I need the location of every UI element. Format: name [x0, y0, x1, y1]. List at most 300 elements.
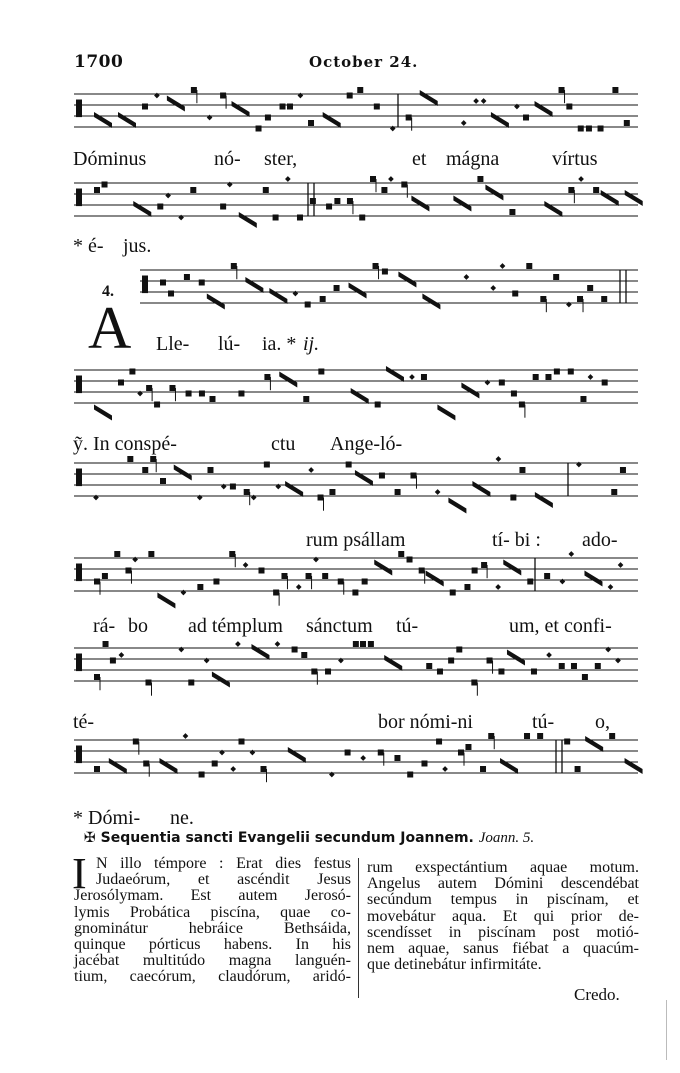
neume-punctum: [334, 198, 340, 204]
neume-punctum: [347, 93, 353, 99]
neume-rhombus: [296, 584, 302, 590]
neume-ligature: [212, 672, 230, 688]
clef-icon: [76, 189, 82, 207]
neume-ligature: [422, 294, 440, 310]
neume-punctum: [199, 772, 205, 778]
drop-cap-initial: A: [88, 295, 132, 361]
text-line: tium, caecórum, claudórum, aridó-: [74, 968, 351, 986]
neume-punctum: [568, 369, 574, 375]
neume-punctum: [190, 187, 196, 193]
neume-punctum: [347, 198, 353, 204]
neume-punctum: [477, 176, 483, 182]
neume-punctum: [481, 562, 487, 568]
neume-punctum: [325, 669, 331, 675]
clef-icon: [76, 746, 82, 764]
neume-ligature: [420, 90, 438, 106]
neume-ligature: [461, 383, 479, 399]
neume-punctum: [519, 467, 525, 473]
page-number: 1700: [74, 52, 124, 72]
neume-punctum: [118, 380, 124, 386]
neume-rhombus: [578, 176, 584, 182]
neume-ligature: [437, 405, 455, 421]
neume-ligature: [279, 372, 297, 388]
neume-ligature: [288, 747, 306, 763]
neume-punctum: [265, 115, 271, 121]
sequence-heading: [84, 830, 534, 847]
neume-punctum: [526, 263, 532, 269]
neume-punctum: [587, 285, 593, 291]
neume-rhombus: [235, 641, 241, 647]
neume-punctum: [229, 551, 235, 557]
neume-punctum: [220, 204, 226, 210]
neume-punctum: [191, 87, 197, 93]
neume-punctum: [213, 579, 219, 585]
neume-punctum: [94, 766, 100, 772]
neume-punctum: [94, 187, 100, 193]
neume-ligature: [133, 201, 151, 217]
lyric: bo: [128, 615, 148, 637]
neume-ligature: [535, 101, 553, 117]
neume-punctum: [318, 495, 324, 501]
column-divider: [358, 858, 359, 998]
neume-punctum: [209, 396, 215, 402]
neume-punctum: [601, 296, 607, 302]
text-line: scendísset in piscínam post motió-: [367, 923, 639, 941]
neume-punctum: [94, 579, 100, 585]
neume-rhombus: [473, 98, 479, 104]
neume-punctum: [512, 291, 518, 297]
text-line: nem aquae, sanus fiébat a quacúm-: [367, 940, 639, 958]
neume-punctum: [533, 374, 539, 380]
neume-punctum: [142, 467, 148, 473]
neume-rhombus: [308, 467, 314, 473]
neume-punctum: [110, 658, 116, 664]
text-line: movebátur aqua. Et qui prior de-: [367, 907, 639, 925]
neume-punctum: [303, 396, 309, 402]
neume-punctum: [421, 761, 427, 767]
text-line: N illo témpore : Erat dies festus: [96, 855, 351, 872]
lyric: ster,: [264, 148, 298, 170]
clef-icon: [76, 376, 82, 394]
neume-punctum: [125, 568, 131, 574]
neume-punctum: [509, 209, 515, 215]
neume-punctum: [450, 590, 456, 596]
neume-rhombus: [285, 176, 291, 182]
neume-rhombus: [500, 263, 506, 269]
neume-rhombus: [481, 98, 487, 104]
neume-rhombus: [490, 285, 496, 291]
lyric: Ange-ló-: [330, 433, 403, 455]
neume-punctum: [407, 772, 413, 778]
neume-ligature: [544, 201, 562, 217]
lyric: Dóminus: [73, 148, 147, 170]
neume-punctum: [575, 766, 581, 772]
text-line: gnominátur hebráice Bethsáida,: [74, 919, 351, 937]
neume-punctum: [103, 641, 109, 647]
neume-punctum: [465, 744, 471, 750]
neume-punctum: [273, 590, 279, 596]
neume-punctum: [374, 104, 380, 110]
neume-rhombus: [464, 274, 470, 280]
neume-punctum: [353, 641, 359, 647]
neume-punctum: [382, 269, 388, 275]
text-line: Jerosólymam. Est autem Jerosó-: [74, 887, 351, 905]
neume-ligature: [323, 112, 341, 128]
neume-punctum: [586, 126, 592, 132]
lyric: nó-: [214, 148, 241, 170]
neume-rhombus: [618, 562, 624, 568]
clef-icon: [76, 654, 82, 672]
sequence-reference: Joann. 5.: [478, 830, 535, 846]
neume-punctum: [595, 663, 601, 669]
lyric: ỹ. In conspé-: [73, 433, 177, 455]
neume-punctum: [338, 579, 344, 585]
neume-ligature: [485, 185, 503, 201]
lyric: tú-: [532, 711, 555, 733]
clef-icon: [142, 276, 148, 294]
neume-punctum: [239, 739, 245, 745]
neume-punctum: [148, 551, 154, 557]
neume-punctum: [359, 215, 365, 221]
neume-punctum: [406, 115, 412, 121]
text-line: rum exspectántium aquae motum.: [367, 859, 639, 876]
neume-punctum: [260, 766, 266, 772]
neume-punctum: [373, 263, 379, 269]
neume-punctum: [264, 374, 270, 380]
neume-punctum: [499, 380, 505, 386]
neume-punctum: [197, 584, 203, 590]
neume-punctum: [133, 739, 139, 745]
neume-punctum: [410, 473, 416, 479]
neume-punctum: [301, 652, 307, 658]
neume-rhombus: [495, 584, 501, 590]
neume-ligature: [625, 758, 643, 774]
neume-punctum: [612, 87, 618, 93]
text-line: Angelus autem Dómini descendébat: [367, 875, 639, 893]
clef-icon: [76, 469, 82, 487]
neume-ligature: [251, 644, 269, 660]
neume-punctum: [523, 115, 529, 121]
neume-punctum: [368, 641, 374, 647]
neume-ligature: [386, 366, 404, 382]
neume-punctum: [305, 302, 311, 308]
neume-punctum: [559, 87, 565, 93]
lyric: o,: [595, 711, 610, 733]
lyric: ij.: [303, 333, 320, 355]
neume-punctum: [322, 573, 328, 579]
credo-label: Credo.: [574, 985, 620, 1004]
neume-punctum: [102, 182, 108, 188]
neume-punctum: [360, 641, 366, 647]
neume-ligature: [503, 560, 521, 576]
lyric: ctu: [271, 433, 296, 455]
neume-ligature: [585, 736, 603, 752]
neume-punctum: [564, 739, 570, 745]
neume-rhombus: [360, 755, 366, 761]
neume-punctum: [471, 680, 477, 686]
neume-ligature: [398, 272, 416, 288]
neume-punctum: [143, 761, 149, 767]
neume-ligature: [94, 405, 112, 421]
neume-punctum: [487, 658, 493, 664]
neume-punctum: [624, 120, 630, 126]
neume-punctum: [577, 296, 583, 302]
neume-punctum: [244, 489, 250, 495]
neume-punctum: [212, 761, 218, 767]
lyric: um, et confi-: [509, 615, 612, 637]
text-line: secúndum tempus in piscínam, et: [367, 891, 639, 909]
neume-ligature: [374, 560, 392, 576]
neume-punctum: [568, 187, 574, 193]
lyric: * Dómi-: [73, 807, 141, 829]
neume-punctum: [362, 579, 368, 585]
lyric: lú-: [218, 333, 241, 355]
neume-punctum: [220, 93, 226, 99]
neume-punctum: [553, 274, 559, 280]
cross-icon: ✠: [84, 830, 96, 846]
neume-punctum: [310, 198, 316, 204]
neume-punctum: [273, 215, 279, 221]
neume-punctum: [169, 385, 175, 391]
margin-mark: [666, 1000, 667, 1060]
neume-rhombus: [461, 120, 467, 126]
neume-punctum: [281, 573, 287, 579]
neume-punctum: [527, 579, 533, 585]
neume-punctum: [510, 495, 516, 501]
neume-ligature: [625, 190, 643, 206]
neume-punctum: [154, 402, 160, 408]
neume-ligature: [349, 283, 367, 299]
neume-punctum: [593, 187, 599, 193]
text-line: Judaeórum, et ascéndit Jesus: [96, 871, 351, 889]
neume-rhombus: [183, 733, 189, 739]
neume-punctum: [611, 489, 617, 495]
gospel-drop-cap: I: [72, 849, 87, 898]
neume-punctum: [464, 584, 470, 590]
neume-rhombus: [435, 489, 441, 495]
neume-ligature: [426, 571, 444, 587]
neume-rhombus: [608, 584, 614, 590]
neume-rhombus: [230, 766, 236, 772]
neume-ligature: [507, 650, 525, 666]
neume-punctum: [436, 739, 442, 745]
neume-rhombus: [588, 374, 594, 380]
neume-punctum: [292, 647, 298, 653]
lyric: ad témplum: [188, 615, 283, 637]
neume-punctum: [540, 296, 546, 302]
neume-ligature: [500, 758, 518, 774]
neume-ligature: [535, 492, 553, 508]
lyric: * é-: [73, 235, 104, 257]
neume-ligature: [109, 758, 127, 774]
neume-ligature: [157, 593, 175, 609]
neume-punctum: [168, 291, 174, 297]
neume-ligature: [584, 571, 602, 587]
neume-punctum: [264, 462, 270, 468]
neume-punctum: [150, 456, 156, 462]
neume-punctum: [421, 374, 427, 380]
neume-punctum: [146, 385, 152, 391]
text-line: jacébat multitúdo magna languén-: [74, 952, 351, 970]
neume-punctum: [263, 187, 269, 193]
neume-rhombus: [388, 176, 394, 182]
neume-ligature: [94, 112, 112, 128]
lyric: ne.: [170, 807, 194, 829]
neume-punctum: [230, 484, 236, 490]
neume-ligature: [245, 277, 263, 293]
lyric: bor nómi-ni: [378, 711, 473, 733]
neume-punctum: [378, 750, 384, 756]
neume-punctum: [578, 126, 584, 132]
neume-punctum: [199, 280, 205, 286]
neume-punctum: [498, 669, 504, 675]
neume-punctum: [598, 126, 604, 132]
neume-punctum: [352, 590, 358, 596]
neume-rhombus: [546, 652, 552, 658]
sequence-title: Sequentia sancti Evangelii secundum Joannem.: [100, 830, 474, 846]
neume-ligature: [384, 655, 402, 671]
neume-ligature: [601, 190, 619, 206]
neume-punctum: [357, 87, 363, 93]
neume-punctum: [157, 204, 163, 210]
neume-punctum: [602, 380, 608, 386]
neume-punctum: [401, 182, 407, 188]
neume-punctum: [258, 568, 264, 574]
neume-punctum: [318, 369, 324, 375]
neume-rhombus: [119, 652, 125, 658]
neume-punctum: [511, 391, 517, 397]
text-line: lymis Probática piscína, quae co-: [74, 903, 351, 921]
lyric: mágna: [446, 148, 500, 170]
neume-punctum: [94, 674, 100, 680]
neume-punctum: [346, 462, 352, 468]
lyric: jus.: [123, 235, 152, 257]
neume-punctum: [566, 104, 572, 110]
neume-punctum: [308, 120, 314, 126]
clef-icon: [76, 564, 82, 582]
neume-ligature: [411, 196, 429, 212]
neume-punctum: [480, 766, 486, 772]
neume-punctum: [114, 551, 120, 557]
neume-punctum: [437, 669, 443, 675]
neume-ligature: [453, 196, 471, 212]
lyric: vírtus: [552, 148, 598, 170]
neume-punctum: [519, 402, 525, 408]
neume-punctum: [306, 573, 312, 579]
neume-punctum: [287, 104, 293, 110]
neume-punctum: [571, 663, 577, 669]
neume-ligature: [159, 758, 177, 774]
neume-ligature: [207, 294, 225, 310]
neume-ligature: [174, 465, 192, 481]
neume-punctum: [127, 456, 133, 462]
neume-punctum: [326, 204, 332, 210]
neume-rhombus: [275, 641, 281, 647]
neume-ligature: [448, 498, 466, 514]
neume-ligature: [472, 481, 490, 497]
clef-icon: [76, 100, 82, 118]
neume-punctum: [238, 391, 244, 397]
neume-punctum: [207, 467, 213, 473]
neume-punctum: [297, 215, 303, 221]
lyric: sánctum: [306, 615, 373, 637]
neume-punctum: [531, 669, 537, 675]
lyric: ado-: [582, 529, 618, 551]
neume-punctum: [160, 280, 166, 286]
neume-punctum: [231, 263, 237, 269]
gospel-left-column: [72, 849, 351, 986]
lyric: tí- bi :: [492, 529, 541, 551]
neume-punctum: [145, 680, 151, 686]
neume-punctum: [472, 568, 478, 574]
neume-punctum: [142, 104, 148, 110]
neume-punctum: [448, 658, 454, 664]
neume-punctum: [559, 663, 565, 669]
neume-punctum: [280, 104, 286, 110]
neume-punctum: [394, 755, 400, 761]
lyric: et: [412, 148, 427, 170]
neume-ligature: [491, 112, 509, 128]
neume-punctum: [311, 669, 317, 675]
neume-punctum: [582, 674, 588, 680]
neume-punctum: [160, 478, 166, 484]
neume-rhombus: [243, 562, 249, 568]
lyric: rum psállam: [306, 529, 406, 551]
neume-ligature: [239, 212, 257, 228]
neume-punctum: [379, 473, 385, 479]
neume-punctum: [102, 573, 108, 579]
lyric: ia. *: [262, 333, 297, 355]
neume-punctum: [407, 557, 413, 563]
neume-rhombus: [409, 374, 415, 380]
lyric: Lle-: [156, 333, 190, 355]
neume-punctum: [609, 733, 615, 739]
neume-punctum: [426, 663, 432, 669]
neume-ligature: [351, 388, 369, 404]
lyric: té-: [73, 711, 95, 733]
neume-rhombus: [442, 766, 448, 772]
neume-punctum: [419, 568, 425, 574]
neume-ligature: [167, 96, 185, 112]
neume-ligature: [269, 288, 287, 304]
neume-punctum: [580, 396, 586, 402]
neume-punctum: [544, 573, 550, 579]
neume-ligature: [355, 470, 373, 486]
neume-punctum: [329, 489, 335, 495]
neume-punctum: [524, 733, 530, 739]
neume-punctum: [488, 733, 494, 739]
neume-punctum: [554, 369, 560, 375]
neume-punctum: [370, 176, 376, 182]
text-line: que detinebátur infirmitáte.: [367, 956, 542, 974]
neume-ligature: [285, 481, 303, 497]
neume-punctum: [345, 750, 351, 756]
neume-punctum: [375, 402, 381, 408]
neume-rhombus: [496, 456, 502, 462]
neume-punctum: [184, 274, 190, 280]
neume-punctum: [186, 391, 192, 397]
neume-punctum: [545, 374, 551, 380]
neume-ligature: [232, 101, 250, 117]
neume-punctum: [334, 285, 340, 291]
neume-ligature: [118, 112, 136, 128]
gospel-right-column: [367, 860, 639, 973]
neume-punctum: [256, 126, 262, 132]
neume-punctum: [395, 489, 401, 495]
lyric: rá-: [93, 615, 116, 637]
neume-punctum: [456, 647, 462, 653]
page-title: October 24.: [309, 53, 419, 71]
